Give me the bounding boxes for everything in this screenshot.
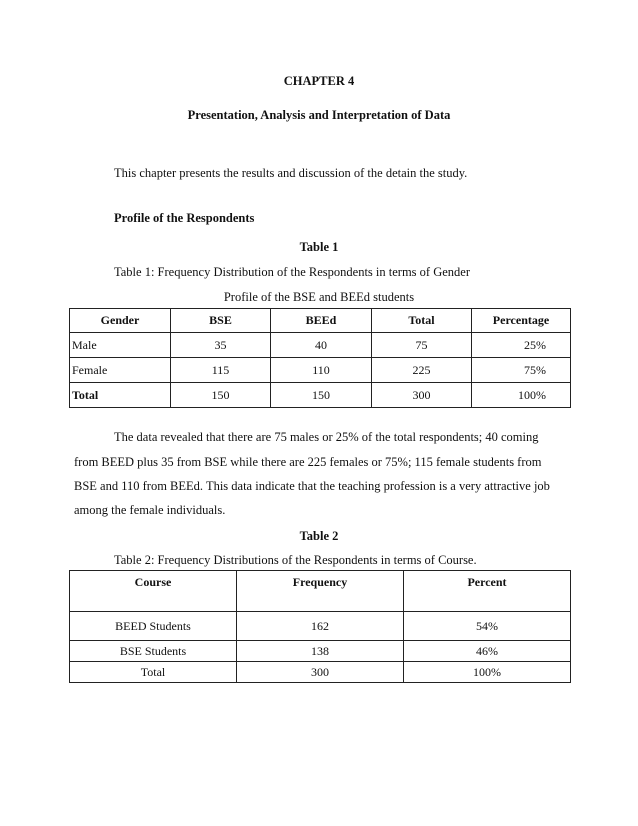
table-row bbox=[70, 612, 571, 641]
table-cell: 162 bbox=[237, 612, 404, 641]
table-cell: Total bbox=[70, 662, 237, 683]
table-cell: 35 bbox=[171, 333, 271, 358]
table-cell: 150 bbox=[271, 383, 372, 408]
chapter-title: CHAPTER 4 bbox=[283, 74, 355, 88]
table-header-cell: Percentage bbox=[472, 309, 571, 333]
paragraph-line: from BEED plus 35 from BSE while there are 225 females or 75%; 115 female students from bbox=[74, 455, 542, 469]
table-header-cell: Course bbox=[70, 571, 237, 612]
table-header-row bbox=[70, 309, 571, 333]
table-cell: 75% bbox=[472, 358, 571, 383]
table-cell: BEED Students bbox=[70, 612, 237, 641]
course-frequency-table bbox=[69, 570, 571, 683]
paragraph-line: among the female individuals. bbox=[74, 503, 226, 517]
table-cell: Male bbox=[70, 333, 171, 358]
table-total-row bbox=[70, 662, 571, 683]
table2-caption: Table 2: Frequency Distributions of the Respondents in terms of Course. bbox=[114, 553, 477, 567]
table-header-row bbox=[70, 571, 571, 612]
table-cell: BSE Students bbox=[70, 641, 237, 662]
table2-label: Table 2 bbox=[299, 529, 339, 543]
table-cell: 300 bbox=[237, 662, 404, 683]
table-cell: 138 bbox=[237, 641, 404, 662]
table-cell: Female bbox=[70, 358, 171, 383]
table-cell: 150 bbox=[171, 383, 271, 408]
table-cell: Total bbox=[70, 383, 171, 408]
table-header-cell: Frequency bbox=[237, 571, 404, 612]
chapter-subtitle: Presentation, Analysis and Interpretation of Data bbox=[187, 108, 451, 122]
table-cell: 110 bbox=[271, 358, 372, 383]
paragraph-line: The data revealed that there are 75 males or 25% of the total respondents; 40 coming bbox=[114, 430, 539, 444]
table-cell: 46% bbox=[404, 641, 571, 662]
table-cell: 40 bbox=[271, 333, 372, 358]
table1-subcaption: Profile of the BSE and BEEd students bbox=[223, 290, 415, 304]
table-row bbox=[70, 641, 571, 662]
table-cell: 115 bbox=[171, 358, 271, 383]
table-header-cell: Gender bbox=[70, 309, 171, 333]
table-cell: 54% bbox=[404, 612, 571, 641]
table-cell: 225 bbox=[372, 358, 472, 383]
table-header-cell: Percent bbox=[404, 571, 571, 612]
table1-label: Table 1 bbox=[299, 240, 339, 254]
section-heading-profile: Profile of the Respondents bbox=[114, 211, 255, 225]
table-cell: 100% bbox=[404, 662, 571, 683]
table-header-cell: BEEd bbox=[271, 309, 372, 333]
table-cell: 25% bbox=[472, 333, 571, 358]
table-cell: 100% bbox=[472, 383, 571, 408]
table-header-cell: Total bbox=[372, 309, 472, 333]
table-row bbox=[70, 358, 571, 383]
gender-frequency-table bbox=[69, 308, 571, 408]
table1-caption: Table 1: Frequency Distribution of the Respondents in terms of Gender bbox=[114, 265, 470, 279]
table-cell: 300 bbox=[372, 383, 472, 408]
table-total-row bbox=[70, 383, 571, 408]
intro-paragraph: This chapter presents the results and discussion of the detain the study. bbox=[114, 166, 468, 180]
table-cell: 75 bbox=[372, 333, 472, 358]
table-header-cell: BSE bbox=[171, 309, 271, 333]
paragraph-line: BSE and 110 from BEEd. This data indicate that the teaching profession is a very attractive job bbox=[74, 479, 550, 493]
table-row bbox=[70, 333, 571, 358]
